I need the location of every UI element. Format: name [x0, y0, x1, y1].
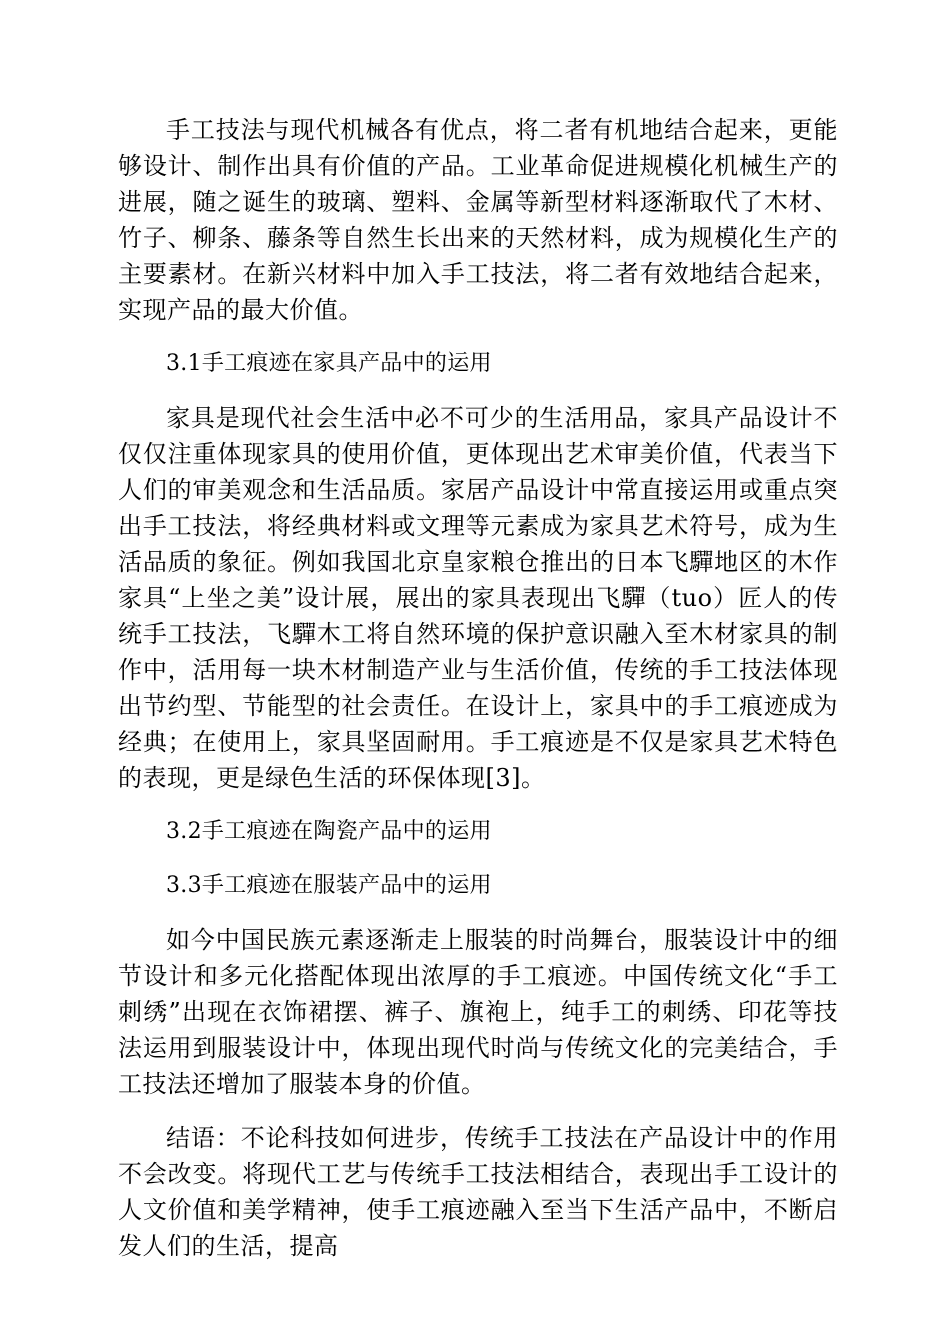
document-body — [118, 112, 838, 1282]
paragraph-clothing: 如今中国民族元素逐渐走上服装的时尚舞台，服装设计中的细节设计和多元化搭配体现出浓厚的手工痕迹。中国传统文化“手工刺绣”出现在衣饰裙摆、裤子、旗袍上，纯手工的刺绣、印花等技法运用到服装设计中，体现出现代时尚与传统文化的完美结合，手工技法还增加了服装本身的价值。 — [118, 926, 838, 1098]
paragraph-intro: 手工技法与现代机械各有优点，将二者有机地结合起来，更能够设计、制作出具有价值的产品。工业革命促进规模化机械生产的进展，随之诞生的玻璃、塑料、金属等新型材料逐渐取代了木材、竹子、柳条、藤条等自然生长出来的天然材料，成为规模化生产的主要素材。在新兴材料中加入手工技法，将二者有效地结合起来，实现产品的最大价值。 — [118, 116, 838, 324]
section-heading-3-3: 3.3手工痕迹在服装产品中的运用 — [166, 873, 492, 898]
paragraph-furniture: 家具是现代社会生活中必不可少的生活用品，家具产品设计不仅仅注重体现家具的使用价值，更体现出艺术审美价值，代表当下人们的审美观念和生活品质。家居产品设计中常直接运用或重点突出手工技法，将经典材料或文理等元素成为家具艺术符号，成为生活品质的象征。例如我国北京皇家粮仓推出的日本飞驒地区的木作家具“上坐之美”设计展，展出的家具表现出飞驒（tuo）匠人的传统手工技法，飞驒木工将自然环境的保护意识融入至木材家具的制作中，活用每一块木材制造产业与生活价值，传统的手工技法体现出节约型、节能型的社会责任。在设计上，家具中的手工痕迹成为经典；在使用上，家具坚固耐用。手工痕迹是不仅是家具艺术特色的表现，更是绿色生活的环保体现[3]。 — [118, 404, 838, 792]
paragraph-conclusion: 结语：不论科技如何进步，传统手工技法在产品设计中的作用不会改变。将现代工艺与传统手工技法相结合，表现出手工设计的人文价值和美学精神，使手工痕迹融入至当下生活产品中，不断启发人们的生活，提高 — [118, 1124, 838, 1260]
section-heading-3-2: 3.2手工痕迹在陶瓷产品中的运用 — [166, 819, 492, 844]
section-heading-3-1: 3.1手工痕迹在家具产品中的运用 — [166, 351, 492, 376]
